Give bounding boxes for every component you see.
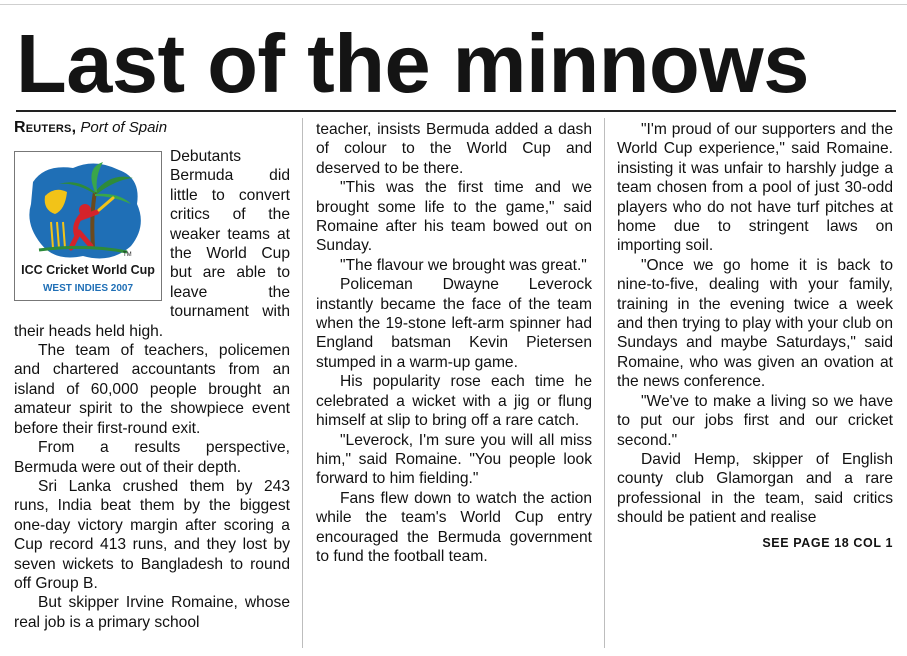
logo-title: ICC Cricket World Cup xyxy=(21,263,155,277)
article-column-1 xyxy=(14,118,290,632)
byline-place: Port of Spain xyxy=(80,119,168,136)
headline-rule xyxy=(16,110,896,112)
paragraph: "I'm proud of our supporters and the World Cup experience," said Romaine. insisting it was unfair to harshly judge a team chosen from a pool of just 30-odd players who do not have turf pitches at home due to stringent laws on importing soil. xyxy=(617,121,893,255)
article-column-3 xyxy=(617,120,893,553)
paragraph: But skipper Irvine Romaine, whose real job is a primary school xyxy=(14,594,290,631)
paragraph: "We've to make a living so we have to put our jobs first and our cricket second." xyxy=(617,392,893,449)
logo-subtitle: WEST INDIES 2007 xyxy=(42,283,134,294)
article-column-2 xyxy=(316,120,592,566)
paragraph: His popularity rose each time he celebrated a wicket with a jig or flung himself at slip to bring off a rare catch. xyxy=(316,373,592,430)
paragraph: David Hemp, skipper of English county club Glamorgan and a rare professional in the team, said critics should be patient and realise xyxy=(617,450,893,527)
paragraph: "Leverock, I'm sure you will all miss him," said Romaine. "You people look forward to him fielding." xyxy=(316,431,592,488)
paragraph: Fans flew down to watch the action while the team's World Cup entry encouraged the Bermuda government to fund the football team. xyxy=(316,489,592,565)
headline: Last of the minnows xyxy=(16,17,809,110)
top-border xyxy=(0,4,907,5)
byline xyxy=(14,118,290,138)
paragraph: "This was the first time and we brought some life to the game," said Romaine after his team bowed out on Sunday. xyxy=(316,179,592,255)
paragraph: Sri Lanka crushed them by 243 runs, India beat them by the biggest one-day victory margin after scoring a Cup record 413 runs, and they lost by seven wickets to Bangladesh to round off Group B. xyxy=(14,477,290,592)
logo-graphic xyxy=(15,152,161,300)
paragraph: Debutants Bermuda did little to convert critics of the weaker teams at the World Cup but are able to leave the tournament with their heads held high. xyxy=(14,148,290,340)
paragraph: "The flavour we brought was great." xyxy=(340,256,587,274)
cricket-world-cup-logo xyxy=(14,151,162,301)
column-separator xyxy=(302,118,303,648)
paragraph: Policeman Dwayne Leverock instantly became the face of the team when the 19-stone left-arm spinner had England batsman Kevin Pietersen stumped in a warm-up game. xyxy=(316,276,592,371)
paragraph: From a results perspective, Bermuda were out of their depth. xyxy=(14,439,290,476)
continuation-note: SEE PAGE 18 COL 1 xyxy=(762,535,893,550)
paragraph: "Once we go home it is back to nine-to-five, dealing with your family, training in the evening twice a week and then trying to play with your club on Sundays and maybe Saturdays," said Romaine, who was given an ovation at the news conference. xyxy=(617,256,893,391)
byline-agency: Reuters, xyxy=(14,119,77,136)
paragraph: The team of teachers, policemen and chartered accountants from an island of 60,000 people brought an amateur spirit to the showpiece event before their first-round exit. xyxy=(14,342,290,437)
paragraph: teacher, insists Bermuda added a dash of colour to the World Cup and deserved to be there. xyxy=(316,121,592,177)
column-separator xyxy=(604,118,605,648)
logo-tm: TM xyxy=(123,252,132,258)
